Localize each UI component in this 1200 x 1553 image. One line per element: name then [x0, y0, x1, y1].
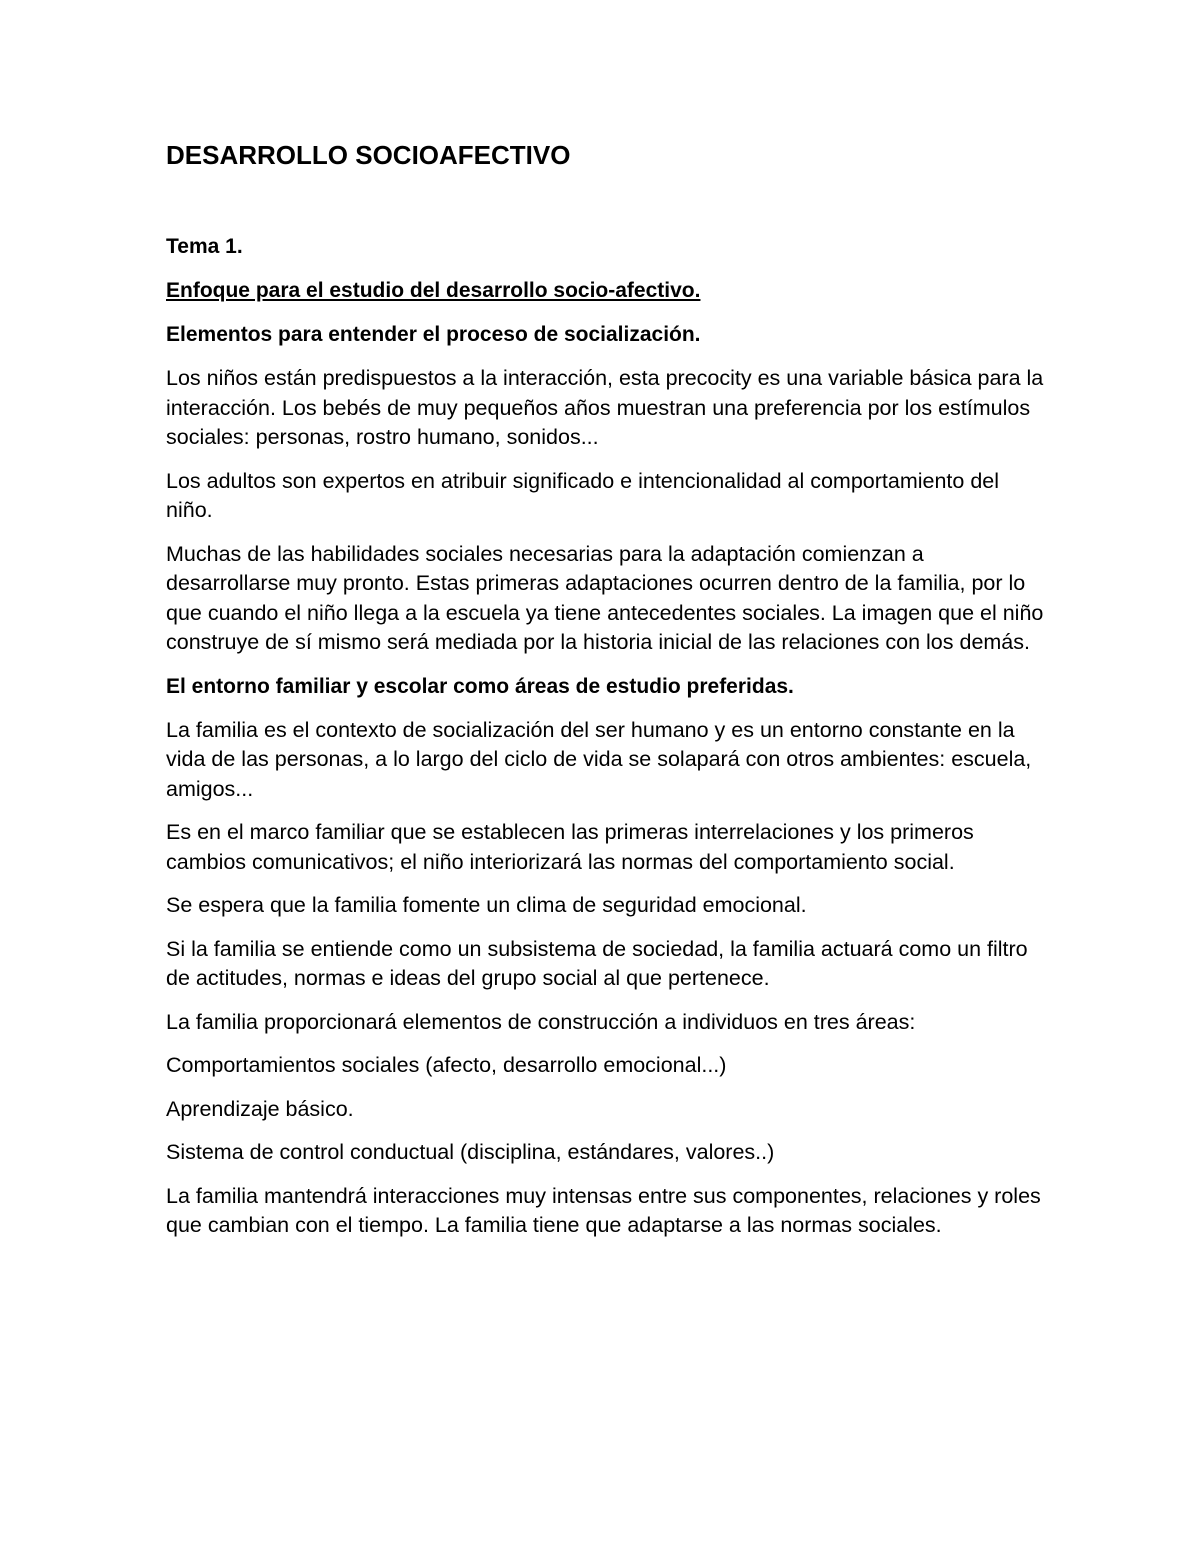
- document-page: [166, 138, 1046, 1241]
- paragraph: Los niños están predispuestos a la interacción, esta precocity es una variable básica para la interacción. Los bebés de muy pequeños años muestran una preferencia por los estímulos sociales: personas, rostro humano, sonidos...: [166, 366, 1044, 449]
- paragraph: La familia es el contexto de socialización del ser humano y es un entorno constante en la vida de las personas, a lo largo del ciclo de vida se solapará con otros ambientes: escuela, amigos...: [166, 717, 1032, 801]
- document-title: DESARROLLO SOCIOAFECTIVO: [166, 140, 571, 170]
- paragraph: Muchas de las habilidades sociales necesarias para la adaptación comienzan a desarrollarse muy pronto. Estas primeras adaptaciones ocurren dentro de la familia, por lo que cuando el niño llega a la escuela ya tiene antecedentes sociales. La imagen que el niño construye de sí mismo será mediada por la historia inicial de las relaciones con los demás.: [166, 541, 1044, 654]
- section-heading: Enfoque para el estudio del desarrollo socio-afectivo.: [166, 279, 701, 302]
- paragraph: La familia proporcionará elementos de construcción a individuos en tres áreas:: [166, 1009, 916, 1034]
- paragraph: Si la familia se entiende como un subsistema de sociedad, la familia actuará como un filtro de actitudes, normas e ideas del grupo social al que pertenece.: [166, 936, 1028, 990]
- topic-label: Tema 1.: [166, 235, 243, 258]
- list-item: Aprendizaje básico.: [166, 1096, 354, 1121]
- list-item: Comportamientos sociales (afecto, desarrollo emocional...): [166, 1053, 727, 1077]
- list-item: Sistema de control conductual (disciplina, estándares, valores..): [166, 1140, 775, 1164]
- subsection-heading-socialization: Elementos para entender el proceso de socialización.: [166, 323, 701, 346]
- paragraph: Es en el marco familiar que se establecen las primeras interrelaciones y los primeros cambios comunicativos; el niño interiorizará las normas del comportamiento social.: [166, 820, 974, 874]
- paragraph: Los adultos son expertos en atribuir significado e intencionalidad al comportamiento del niño.: [166, 468, 1000, 522]
- paragraph: La familia mantendrá interacciones muy intensas entre sus componentes, relaciones y roles que cambian con el tiempo. La familia tiene que adaptarse a las normas sociales.: [166, 1183, 1041, 1237]
- subsection-heading-family-school: El entorno familiar y escolar como áreas de estudio preferidas.: [166, 674, 794, 698]
- paragraph: Se espera que la familia fomente un clima de seguridad emocional.: [166, 893, 807, 917]
